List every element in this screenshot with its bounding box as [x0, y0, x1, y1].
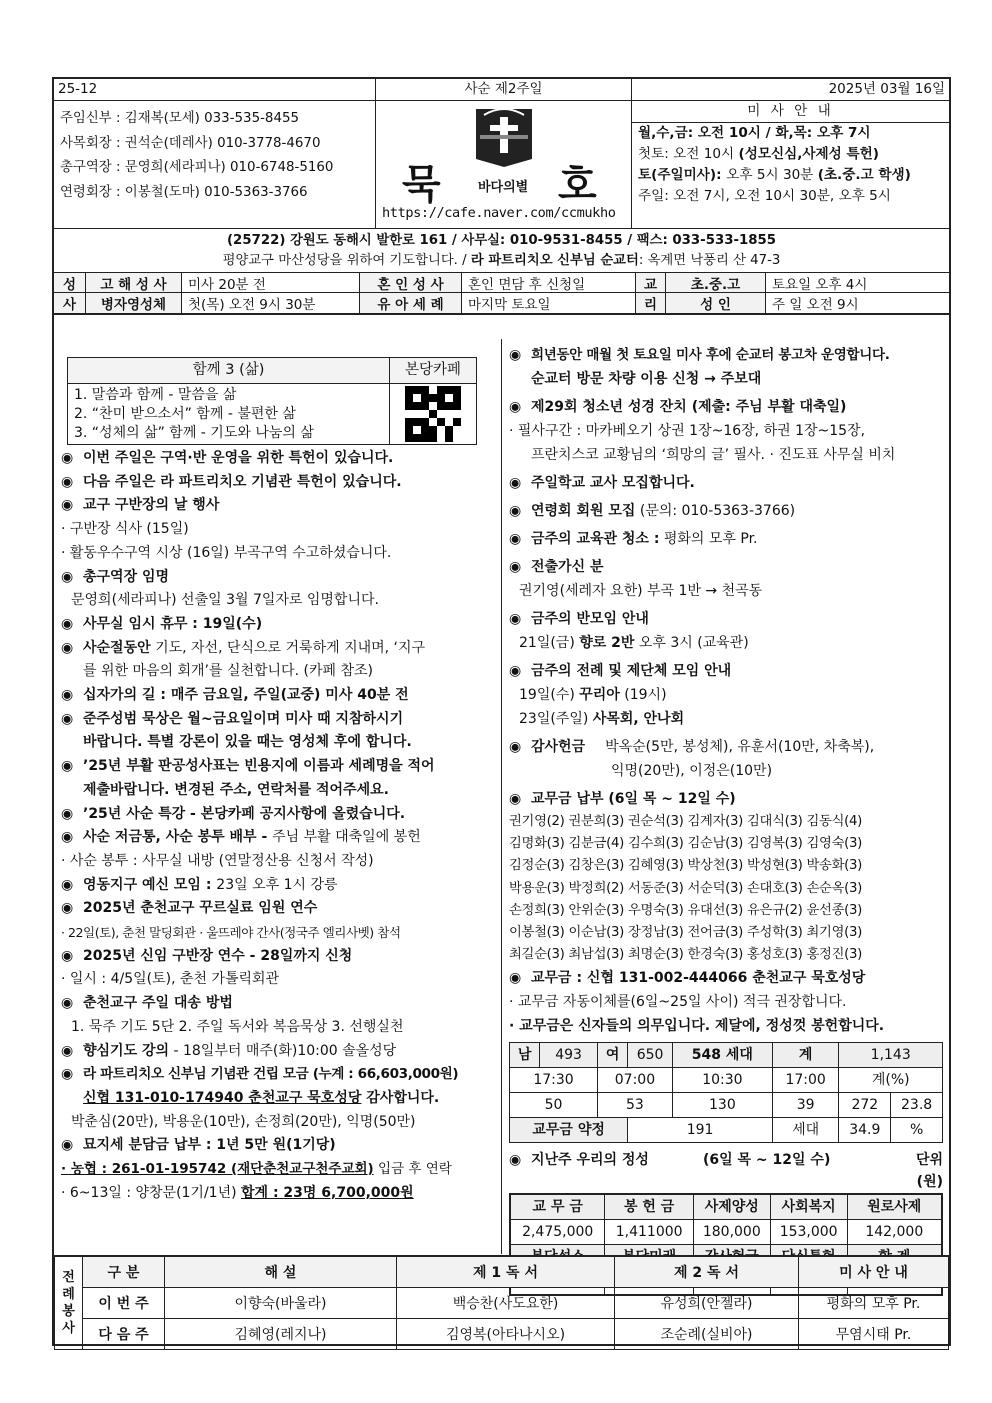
- notice-r5: ◉ 금주의 교육관 청소 : 평화의 모후 Pr.: [509, 531, 758, 547]
- notice-16: ◉ 향심기도 강의 - 18일부터 매주(화)10:00 솔올성당: [61, 1042, 397, 1059]
- cafe-label: 본당카페: [404, 362, 462, 378]
- logo-block: [376, 101, 632, 228]
- dues-list: 권기영(2) 권분희(3) 권순석(3) 김계자(3) 김대식(3) 김동식(4) 김명화(3) 김분금(4) 김수희(3) 김순남(3) 김영복(3) 김영숙(3) 김정순(3) 김창은(3) 김혜영(3) 박상천(3) 박성현(3) 박송화(3) 박용운(3) 박정희(2) 서동준(3) 서순덕(3) 손대호(3) 손순옥(3) 손정희(3) 안위순(3) 우명숙(3) 유대선(3) 유은규(2) 윤선종(3) 이봉철(3) 이순남(3) 장정남(3) 전어금(3) 주성학(3) 최기영(3) 최길순(3) 최남섭(3) 최명순(3) 한경숙(3) 홍성호(3) 홍정진(3): [509, 814, 863, 963]
- notice-15: ◉ 춘천교구 주일 대송 방법: [61, 995, 233, 1012]
- mass-sunday: 주일: 오전 7시, 오전 10시 30분, 오후 5시: [638, 188, 891, 204]
- offering-table: 교 무 금 봉 헌 금 사제양성 사회복지 원로사제 2,475,000 1,411000 180,000 153,000 142,000: [509, 1193, 943, 1296]
- mass-weekday: 월,수,금: 오전 10시 / 화,목: 오후 7시: [638, 125, 871, 141]
- contact-district: 총구역장 : 문영희(세라피나) 010-6748-5160: [60, 160, 334, 175]
- notice-5: ◉ 사무실 임시 휴무 : 19일(수): [61, 615, 263, 632]
- contact-pastor: 주임신부 : 김재복(모세) 033-535-8455: [60, 111, 300, 126]
- notice-9: ◉ ’25년 부활 판공성사표는 빈용지에 이름과 세례명을 적어: [61, 758, 435, 775]
- sacrament-table: 성 고 해 성 사 미사 20분 전 혼 인 성 사 혼인 면담 후 신청일 교 초.중.고 토요일 오후 4시 사 병자영성체 첫(목) 오전 9시 30분 유 아 세 례 마지막 토요일 리 성 인 주 일 오전 9시: [54, 273, 949, 315]
- notice-r4: ◉ 연령회 회원 모집 (문의: 010-5363-3766): [509, 503, 796, 519]
- notice-18: ◉ 묘지세 분담금 납부 : 1년 5만 원(1기당): [61, 1137, 336, 1154]
- mass-title: 미 사 안 내: [632, 101, 949, 123]
- notice-3: ◉ 교구 구반장의 날 행사: [61, 497, 220, 514]
- issue-number: 25-12: [54, 79, 376, 100]
- notice-11: ◉ 사순 저금통, 사순 봉투 배부 - 주님 부활 대축일에 봉헌: [61, 829, 421, 846]
- together-title: 함께 3 (삶): [68, 358, 390, 383]
- left-column: 함께 3 (삶) 본당카페 1. 말씀과 함께 - 말씀을 삶 2. “찬미 받으소서” 함께 - 불편한 삶 3. “성체의 삶” 함께 - 기도와 나눔의 삶 ◉ 이번 주일은 구역·반 운영을 위한 특헌이 있습니다. ◉ 다음 주일은 라 파트리치오 기념관 특헌이 있습니다. ◉ 교구 구반장의 날 행사 · 구반장 식사 (15일) · 활동우수구역 시상 (16일) 부곡구역 수고하셨습니다. ◉ 총구역장 임명 문영희(세라피나) 선출일 3월 7일자로 임명합니다. ◉ 사무실 임시 휴무 : 19일(수) ◉ 사순절동안 기도, 자선, 단식으로 거룩하게 지내며, ‘지구 를 위한 마음의 회개’를 실천합니다. (카페 참조) ◉ 십자가의 길 : 매주 금요일, 주일(교중) 미사 40분 전 ◉ 준주성범 묵상은 월~금요일이며 미사 때 지참하시기 바랍니다. 특별 강론이 있을 때는 영성체 후에 합니다. ◉ ’25년 부활 판공성사표는 빈용지에 이름과 세례명을 적어 제출바랍니다. 변경된 주소, 연락처를 적어주세요. ◉ ’25년 사순 특강 - 본당카페 공지사항에 올렸습니다. ◉ 사순 저금통, 사순 봉투 배부 - 주님 부활 대축일에 봉헌 · 사순 봉투 : 사무실 내방 (연말정산용 신청서 작성) ◉ 영동지구 예신 모임 : 23일 오후 1시 강릉 ◉ 2025년 춘천교구 꾸르실료 임원 연수 · 22일(토), 춘천 말딩회관 · 울뜨레야 간사(정국주 엘리사벳) 참석 ◉ 2025년 신임 구반장 연수 - 28일까지 신청 · 일시 : 4/5일(토), 춘천 가톨릭회관 ◉ 춘천교구 주일 대송 방법 1. 묵주 기도 5단 2. 주일 독서와 복음묵상 3. 선행실천 ◉ 향심기도 강의 - 18일부터 매주(화)10:00 솔올성당 ◉ 라 파트리치오 신부님 기념관 건립 모금 (누계 : 66,603,000원) 신협 131-010-174940 춘천교구 묵호성당 감사합니다. 박춘심(20만), 박용운(10만), 손정희(20만), 익명(50만) ◉ 묘지세 분담금 납부 : 1년 5만 원(1기당) · 농협 : 261-01-195742 (재단춘천교구천주교회) 입금 후 연락 · 6~13일 : 양창문(1기/1년) 합계 : 23명 6,700,000원: [54, 339, 502, 1254]
- bulletin-date: 2025년 03월 16일: [828, 81, 945, 97]
- mass-schedule: [632, 101, 949, 228]
- header: [54, 101, 949, 229]
- notice-r9: ◉ 감사헌금 박옥순(5만, 봉성체), 유훈서(10만, 차축복),: [509, 739, 875, 755]
- notice-8: ◉ 준주성범 묵상은 월~금요일이며 미사 때 지참하시기: [61, 710, 404, 727]
- together-item-1: 1. 말씀과 함께 - 말씀을 삶: [74, 387, 237, 403]
- top-bar: [54, 79, 949, 101]
- liturgical-title: 사순 제2주일: [376, 79, 632, 100]
- address-block: [54, 229, 949, 273]
- liturgy-service-table: 전 례 봉 사 구 분 해 설 제 1 독 서 제 2 독 서 미 사 안 내 이 번 주 이향숙(바울라) 백승찬(사도요한) 유성희(안젤라) 평화의 모후 Pr. 다 음 주 김혜영(레지나) 김영복(아타나시오) 조순례(실비아) 무염시태 Pr.: [54, 1255, 949, 1350]
- address-line: (25722) 강원도 동해시 발한로 161 / 사무실: 010-9531-8455 / 팩스: 033-533-1855: [226, 233, 776, 248]
- notice-r3: ◉ 주일학교 교사 모집합니다.: [509, 475, 695, 491]
- mass-first-sat: 첫토: 오전 10시 (성모신심,사제성 특헌): [638, 146, 880, 162]
- qr-code-icon[interactable]: [390, 384, 476, 444]
- together-item-3: 3. “성체의 삶” 함께 - 기도와 나눔의 삶: [74, 425, 314, 441]
- attendance-table: 남 493 여 650 548 세대 계 1,143 17:30 07:00 10:30 17:00 계(%) 50 53 130 39 272 23.8 교무금 약정 191 세대 34.9 %: [509, 1042, 943, 1143]
- notice-14: ◉ 2025년 신임 구반장 연수 - 28일까지 신청: [61, 947, 353, 964]
- content-body: [54, 339, 949, 1254]
- cafe-url[interactable]: https://cafe.naver.com/ccmukho: [382, 205, 616, 221]
- notice-r6: ◉ 전출가신 분: [509, 559, 604, 575]
- contacts: [54, 101, 376, 228]
- notice-r1: ◉ 희년동안 매월 첫 토요일 미사 후에 순교터 봉고차 운영합니다.: [509, 347, 890, 363]
- bulletin-page: [52, 77, 951, 1346]
- notice-13: ◉ 2025년 춘천교구 꾸르실료 임원 연수: [61, 900, 318, 917]
- logo-char-left: 묵: [402, 161, 441, 208]
- notice-7: ◉ 십자가의 길 : 매주 금요일, 주일(교중) 미사 40분 전: [61, 687, 409, 704]
- right-column: ◉ 희년동안 매월 첫 토요일 미사 후에 순교터 봉고차 운영합니다. 순교터 방문 차량 이용 신청 → 주보대 ◉ 제29회 청소년 성경 잔치 (제출: 주님 부활 대축일) · 필사구간 : 마카베오기 상권 1장~16장, 하권 1장~15장, 프란치스코 교황님의 ‘희망의 글’ 필사. · 진도표 사무실 비치 ◉ 주일학교 교사 모집합니다. ◉ 연령회 회원 모집 (문의: 010-5363-3766) ◉ 금주의 교육관 청소 : 평화의 모후 Pr. ◉ 전출가신 분 권기영(세레자 요한) 부곡 1반 → 천곡동 ◉ 금주의 반모임 안내 21일(금) 향로 2반 오후 3시 (교육관) ◉ 금주의 전례 및 제단체 모임 안내 19일(수) 꾸리아 (19시) 23일(주일) 사목회, 안나회 ◉ 감사헌금 박옥순(5만, 봉성체), 유훈서(10만, 차축복), 익명(20만), 이정은(10만) ◉ 교무금 납부 (6일 목 ~ 12일 수) 권기영(2) 권분희(3) 권순석(3) 김계자(3) 김대식(3) 김동식(4) 김명화(3) 김분금(4) 김수희(3) 김순남(3) 김영복(3) 김영숙(3) 김정순(3) 김창은(3) 김혜영(3) 박상천(3) 박성현(3) 박송화(3) 박용운(3) 박정희(2) 서동준(3) 서순덕(3) 손대호(3) 손순옥(3) 손정희(3) 안위순(3) 우명숙(3) 유대선(3) 유은규(2) 윤선종(3) 이봉철(3) 이순남(3) 장정남(3) 전어금(3) 주성학(3) 최기영(3) 최길순(3) 최남섭(3) 최명순(3) 한경숙(3) 홍성호(3) 홍정진(3) ◉ 교무금 : 신협 131-002-444066 춘천교구 묵호성당 · 교무금 자동이체를(6일~25일 사이) 적극 권장합니다. · 교무금은 신자들의 의무입니다. 제달에, 정성껏 봉헌합니다. 남 493 여 650 548 세대 계 1,143 17:30 07:00 10:30 17:00 계(%) 50 53 130 39 272 23.8 교무금 약정 191 세대 34.9 % ◉ 지난주 우리의 정성 (6일 목 ~ 12일 수) 단위 (원) 교 무 금 봉 헌 금 사제양성 사회복지 원로사제 2,475,000 1,411000 180,000 153,000 142,000: [503, 339, 949, 1254]
- logo-subtitle: 바다의별: [478, 180, 529, 195]
- notice-r8: ◉ 금주의 전례 및 제단체 모임 안내: [509, 663, 732, 679]
- notice-1: ◉ 이번 주일은 구역·반 운영을 위한 특헌이 있습니다.: [61, 450, 394, 466]
- notice-6: ◉ 사순절동안 기도, 자선, 단식으로 거룩하게 지내며, ‘지구: [61, 639, 426, 656]
- notice-17: ◉ 라 파트리치오 신부님 기념관 건립 모금 (누계 : 66,603,000원): [61, 1066, 459, 1083]
- notice-4: ◉ 총구역장 임명: [61, 568, 170, 585]
- together-box: [67, 357, 477, 445]
- notice-2: ◉ 다음 주일은 라 파트리치오 기념관 특헌이 있습니다.: [61, 473, 402, 490]
- notice-r10: ◉ 교무금 납부 (6일 목 ~ 12일 수): [509, 791, 736, 807]
- contact-council: 사목회장 : 권석순(데레사) 010-3778-4670: [60, 135, 321, 151]
- prayer-line: 평양교구 마산성당을 위하여 기도합니다. / 라 파트리치오 신부님 순교터: 옥계면 낙풍리 산 47-3: [222, 253, 781, 268]
- offering-header: ◉ 지난주 우리의 정성 (6일 목 ~ 12일 수) 단위 (원): [509, 1152, 943, 1191]
- together-item-2: 2. “찬미 받으소서” 함께 - 불편한 삶: [74, 406, 296, 422]
- notice-10: ◉ ’25년 사순 특강 - 본당카페 공지사항에 올렸습니다.: [61, 805, 406, 822]
- mass-sat: 토(주일미사): 오후 5시 30분 (초.중.고 학생): [638, 167, 911, 183]
- contact-funeral: 연령회장 : 이봉철(도마) 010-5363-3766: [60, 184, 308, 200]
- notice-12: ◉ 영동지구 예신 모임 : 23일 오후 1시 강릉: [61, 876, 338, 893]
- notice-r2: ◉ 제29회 청소년 성경 잔치 (제출: 주님 부활 대축일): [509, 399, 847, 415]
- notice-r11: ◉ 교무금 : 신협 131-002-444066 춘천교구 묵호성당: [509, 970, 866, 987]
- notice-r7: ◉ 금주의 반모임 안내: [509, 611, 649, 627]
- logo-char-right: 호: [558, 161, 597, 208]
